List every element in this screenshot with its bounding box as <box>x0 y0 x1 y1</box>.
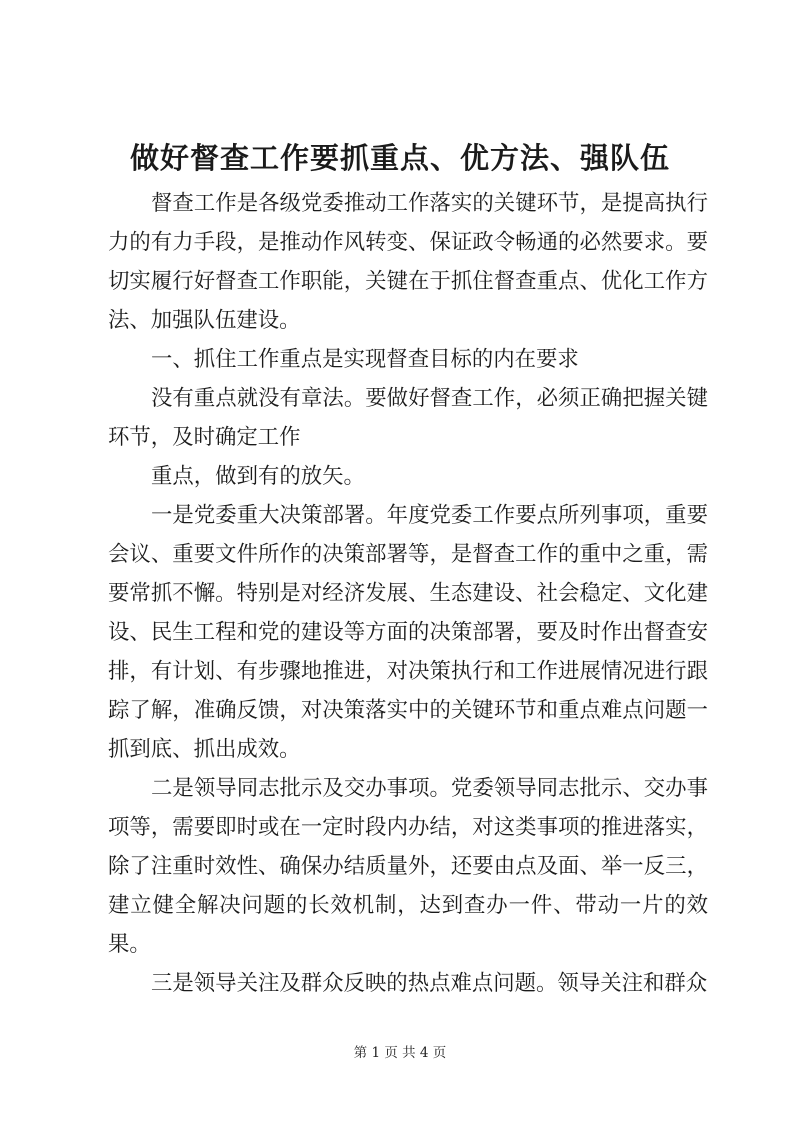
paragraph-key-points-continued: 重点，做到有的放矢。 <box>151 464 365 489</box>
paragraph-item-3: 三是领导关注及群众反映的热点难点问题。领导关注和群众 <box>151 971 708 996</box>
paragraph-intro: 督查工作是各级党委推动工作落实的关键环节，是提高执行力的有力手段，是推动作风转变、保证政令畅通的必然要求。要切实履行好督查工作职能，关键在于抓住督查重点、优化工作方法、加强队伍建设。 <box>108 191 708 333</box>
document-body <box>108 184 708 1003</box>
document-title: 做好督查工作要抓重点、优方法、强队伍 <box>129 141 670 175</box>
page-footer: 第 1 页 共 4 页 <box>353 1045 447 1061</box>
paragraph-item-2: 二是领导同志批示及交办事项。党委领导同志批示、交办事项等，需要即时或在一定时段内办结，对这类事项的推进落实，除了注重时效性、确保办结质量外，还要由点及面、举一反三，建立健全解决问题的长效机制，达到查办一件、带动一片的效果。 <box>108 776 708 957</box>
section-heading-1: 一、抓住工作重点是实现督查目标的内在要求 <box>151 347 579 372</box>
paragraph-key-points: 没有重点就没有章法。要做好督查工作，必须正确把握关键环节，及时确定工作 <box>108 386 708 450</box>
paragraph-item-1: 一是党委重大决策部署。年度党委工作要点所列事项，重要会议、重要文件所作的决策部署等，是督查工作的重中之重，需要常抓不懈。特别是对经济发展、生态建设、社会稳定、文化建设、民生工程和党的建设等方面的决策部署，要及时作出督查安排，有计划、有步骤地推进，对决策执行和工作进展情况进行跟踪了解，准确反馈，对决策落实中的关键环节和重点难点问题一抓到底、抓出成效。 <box>108 503 708 762</box>
